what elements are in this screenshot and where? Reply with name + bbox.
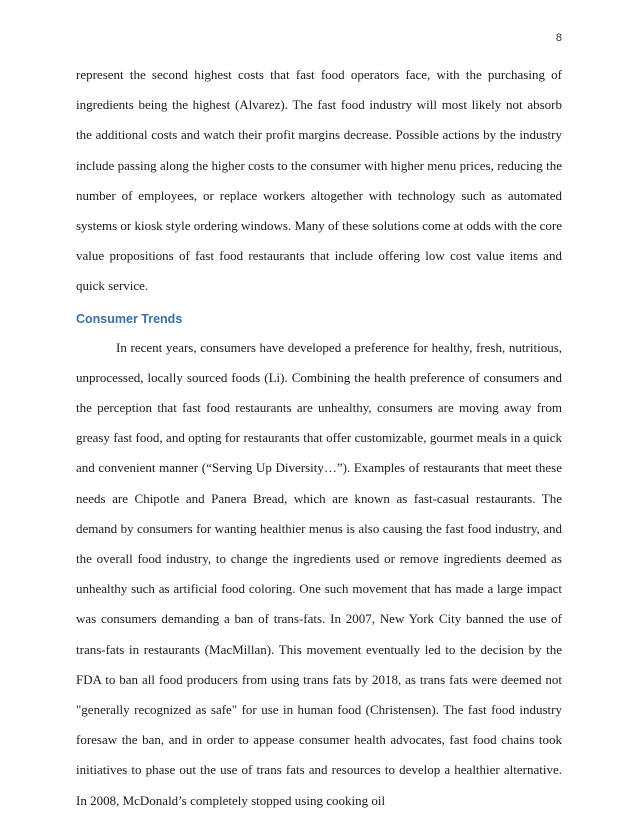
paragraph-consumer-trends: In recent years, consumers have developed a preference for healthy, fresh, nutritious, unprocessed, locally sourced foods (Li). Combining the health preference of consumers and the perception that fast food restaurants are unhealthy, consumers are moving away from greasy fast food, and opting for restaurants that offer customizable, gourmet meals in a quick and convenient manner (“Serving Up Diversity…”). Examples of restaurants that meet these needs are Chipotle and Panera Bread, which are known as fast-casual restaurants. The demand by consumers for wanting healthier menus is also causing the fast food industry, and the overall food industry, to change the ingredients used or remove ingredients deemed as unhealthy such as artificial food coloring. One such movement that has made a large impact was consumers demanding a ban of trans-fats. In 2007, New York City banned the use of trans-fats in restaurants (MacMillan). This movement eventually led to the decision by the FDA to ban all food producers from using trans fats by 2018, as trans fats were deemed not "generally recognized as safe" for use in human food (Christensen). The fast food industry foresaw the ban, and in order to appease consumer health advocates, fast food chains took initiatives to phase out the use of trans fats and resources to develop a healthier alternative. In 2008, McDonald’s completely stopped using cooking oil — [76, 339, 562, 808]
paragraph-continued: represent the second highest costs that fast food operators face, with the purchasing of ingredients being the highest (Alvarez). The fast food industry will most likely not absorb the additional costs and watch their profit margins decrease. Possible actions by the industry include passing along the higher costs to the consumer with higher menu prices, reducing the number of employees, or replace workers altogether with technology such as automated systems or kiosk style ordering windows. Many of these solutions come at odds with the core value propositions of fast food restaurants that include offering low cost value items and quick service. — [76, 67, 562, 294]
page-number: 8 — [555, 32, 562, 44]
section-heading: Consumer Trends — [76, 311, 183, 326]
document-body — [76, 60, 562, 816]
